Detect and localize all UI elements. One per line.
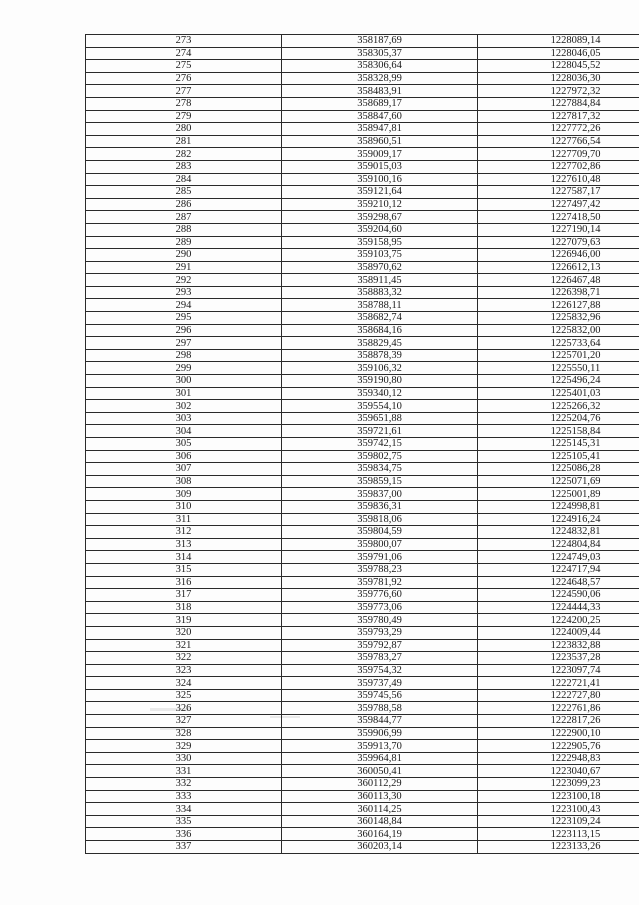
table-row [86, 286, 639, 299]
point-number-cell: 277 [86, 85, 282, 98]
x-coordinate-cell: 359836,31 [282, 500, 478, 513]
x-coordinate-cell: 359793,29 [282, 626, 478, 639]
x-coordinate-cell: 359742,15 [282, 438, 478, 451]
y-coordinate-cell: 1224832,81 [478, 526, 639, 539]
y-coordinate-cell: 1228089,14 [478, 35, 639, 48]
point-number-cell: 283 [86, 160, 282, 173]
y-coordinate-cell: 1225832,96 [478, 312, 639, 325]
point-number-cell: 311 [86, 513, 282, 526]
point-number-cell: 296 [86, 324, 282, 337]
table-row [86, 727, 639, 740]
table-row [86, 387, 639, 400]
point-number-cell: 321 [86, 639, 282, 652]
table-row [86, 765, 639, 778]
x-coordinate-cell: 359745,56 [282, 689, 478, 702]
y-coordinate-cell: 1225832,00 [478, 324, 639, 337]
y-coordinate-cell: 1223832,88 [478, 639, 639, 652]
x-coordinate-cell: 359737,49 [282, 677, 478, 690]
point-number-cell: 324 [86, 677, 282, 690]
point-number-cell: 288 [86, 223, 282, 236]
table-row [86, 450, 639, 463]
x-coordinate-cell: 359859,15 [282, 475, 478, 488]
point-number-cell: 314 [86, 551, 282, 564]
y-coordinate-cell: 1227497,42 [478, 198, 639, 211]
y-coordinate-cell: 1225496,24 [478, 375, 639, 388]
table-row [86, 815, 639, 828]
x-coordinate-cell: 358483,91 [282, 85, 478, 98]
y-coordinate-cell: 1225071,69 [478, 475, 639, 488]
table-row [86, 488, 639, 501]
point-number-cell: 307 [86, 463, 282, 476]
x-coordinate-cell: 358689,17 [282, 97, 478, 110]
y-coordinate-cell: 1222727,80 [478, 689, 639, 702]
y-coordinate-cell: 1225701,20 [478, 349, 639, 362]
table-row [86, 400, 639, 413]
point-number-cell: 323 [86, 664, 282, 677]
table-row [86, 438, 639, 451]
point-number-cell: 337 [86, 841, 282, 854]
y-coordinate-cell: 1224009,44 [478, 626, 639, 639]
point-number-cell: 284 [86, 173, 282, 186]
point-number-cell: 295 [86, 312, 282, 325]
x-coordinate-cell: 359818,06 [282, 513, 478, 526]
point-number-cell: 289 [86, 236, 282, 249]
table-row [86, 715, 639, 728]
x-coordinate-cell: 359651,88 [282, 412, 478, 425]
table-row [86, 589, 639, 602]
x-coordinate-cell: 360164,19 [282, 828, 478, 841]
x-coordinate-cell: 359204,60 [282, 223, 478, 236]
point-number-cell: 306 [86, 450, 282, 463]
y-coordinate-cell: 1225001,89 [478, 488, 639, 501]
y-coordinate-cell: 1222721,41 [478, 677, 639, 690]
x-coordinate-cell: 359210,12 [282, 198, 478, 211]
y-coordinate-cell: 1223097,74 [478, 664, 639, 677]
table-row [86, 337, 639, 350]
table-row [86, 274, 639, 287]
x-coordinate-cell: 359780,49 [282, 614, 478, 627]
point-number-cell: 292 [86, 274, 282, 287]
y-coordinate-cell: 1222817,26 [478, 715, 639, 728]
point-number-cell: 328 [86, 727, 282, 740]
table-row [86, 614, 639, 627]
x-coordinate-cell: 359906,99 [282, 727, 478, 740]
point-number-cell: 309 [86, 488, 282, 501]
y-coordinate-cell: 1224590,06 [478, 589, 639, 602]
point-number-cell: 305 [86, 438, 282, 451]
table-row [86, 740, 639, 753]
table-row [86, 526, 639, 539]
table-row [86, 626, 639, 639]
point-number-cell: 287 [86, 211, 282, 224]
point-number-cell: 300 [86, 375, 282, 388]
x-coordinate-cell: 359783,27 [282, 652, 478, 665]
y-coordinate-cell: 1227079,63 [478, 236, 639, 249]
table-row [86, 160, 639, 173]
x-coordinate-cell: 359158,95 [282, 236, 478, 249]
y-coordinate-cell: 1228045,52 [478, 60, 639, 73]
y-coordinate-cell: 1223113,15 [478, 828, 639, 841]
y-coordinate-cell: 1224648,57 [478, 576, 639, 589]
table-row [86, 362, 639, 375]
point-number-cell: 329 [86, 740, 282, 753]
y-coordinate-cell: 1227817,32 [478, 110, 639, 123]
y-coordinate-cell: 1224200,25 [478, 614, 639, 627]
point-number-cell: 316 [86, 576, 282, 589]
y-coordinate-cell: 1225401,03 [478, 387, 639, 400]
x-coordinate-cell: 359106,32 [282, 362, 478, 375]
table-row [86, 475, 639, 488]
point-number-cell: 279 [86, 110, 282, 123]
table-row [86, 123, 639, 136]
y-coordinate-cell: 1227972,32 [478, 85, 639, 98]
point-number-cell: 282 [86, 148, 282, 161]
table-row [86, 60, 639, 73]
y-coordinate-cell: 1224804,84 [478, 538, 639, 551]
x-coordinate-cell: 358911,45 [282, 274, 478, 287]
y-coordinate-cell: 1225204,76 [478, 412, 639, 425]
point-number-cell: 310 [86, 500, 282, 513]
point-number-cell: 294 [86, 299, 282, 312]
y-coordinate-cell: 1226127,88 [478, 299, 639, 312]
y-coordinate-cell: 1225086,28 [478, 463, 639, 476]
x-coordinate-cell: 359773,06 [282, 601, 478, 614]
y-coordinate-cell: 1226946,00 [478, 249, 639, 262]
table-row [86, 790, 639, 803]
point-number-cell: 299 [86, 362, 282, 375]
y-coordinate-cell: 1227772,26 [478, 123, 639, 136]
point-number-cell: 297 [86, 337, 282, 350]
point-number-cell: 318 [86, 601, 282, 614]
y-coordinate-cell: 1223099,23 [478, 778, 639, 791]
table-row [86, 463, 639, 476]
x-coordinate-cell: 359788,23 [282, 563, 478, 576]
point-number-cell: 275 [86, 60, 282, 73]
y-coordinate-cell: 1223109,24 [478, 815, 639, 828]
table-row [86, 324, 639, 337]
point-number-cell: 312 [86, 526, 282, 539]
x-coordinate-cell: 359804,59 [282, 526, 478, 539]
y-coordinate-cell: 1222900,10 [478, 727, 639, 740]
table-row [86, 425, 639, 438]
point-number-cell: 290 [86, 249, 282, 262]
table-row [86, 601, 639, 614]
coordinates-table [85, 34, 639, 854]
y-coordinate-cell: 1225266,32 [478, 400, 639, 413]
y-coordinate-cell: 1222948,83 [478, 752, 639, 765]
point-number-cell: 303 [86, 412, 282, 425]
point-number-cell: 334 [86, 803, 282, 816]
table-row [86, 110, 639, 123]
x-coordinate-cell: 359837,00 [282, 488, 478, 501]
point-number-cell: 330 [86, 752, 282, 765]
table-row [86, 778, 639, 791]
table-row [86, 538, 639, 551]
point-number-cell: 332 [86, 778, 282, 791]
point-number-cell: 336 [86, 828, 282, 841]
table-row [86, 249, 639, 262]
table-row [86, 72, 639, 85]
x-coordinate-cell: 358883,32 [282, 286, 478, 299]
point-number-cell: 286 [86, 198, 282, 211]
y-coordinate-cell: 1226467,48 [478, 274, 639, 287]
x-coordinate-cell: 360114,25 [282, 803, 478, 816]
x-coordinate-cell: 359776,60 [282, 589, 478, 602]
table-row [86, 639, 639, 652]
x-coordinate-cell: 359800,07 [282, 538, 478, 551]
y-coordinate-cell: 1226398,71 [478, 286, 639, 299]
x-coordinate-cell: 358187,69 [282, 35, 478, 48]
point-number-cell: 319 [86, 614, 282, 627]
table-row [86, 299, 639, 312]
table-row [86, 412, 639, 425]
x-coordinate-cell: 359190,80 [282, 375, 478, 388]
table-row [86, 35, 639, 48]
table-row [86, 261, 639, 274]
point-number-cell: 325 [86, 689, 282, 702]
x-coordinate-cell: 359009,17 [282, 148, 478, 161]
point-number-cell: 304 [86, 425, 282, 438]
y-coordinate-cell: 1227766,54 [478, 135, 639, 148]
table-row [86, 828, 639, 841]
y-coordinate-cell: 1225105,41 [478, 450, 639, 463]
point-number-cell: 274 [86, 47, 282, 60]
table-row [86, 702, 639, 715]
x-coordinate-cell: 358970,62 [282, 261, 478, 274]
point-number-cell: 291 [86, 261, 282, 274]
x-coordinate-cell: 358960,51 [282, 135, 478, 148]
point-number-cell: 293 [86, 286, 282, 299]
y-coordinate-cell: 1227587,17 [478, 186, 639, 199]
x-coordinate-cell: 359802,75 [282, 450, 478, 463]
point-number-cell: 285 [86, 186, 282, 199]
x-coordinate-cell: 358829,45 [282, 337, 478, 350]
point-number-cell: 281 [86, 135, 282, 148]
point-number-cell: 331 [86, 765, 282, 778]
y-coordinate-cell: 1223537,28 [478, 652, 639, 665]
table-row [86, 223, 639, 236]
y-coordinate-cell: 1224717,94 [478, 563, 639, 576]
x-coordinate-cell: 359754,32 [282, 664, 478, 677]
x-coordinate-cell: 358306,64 [282, 60, 478, 73]
x-coordinate-cell: 359781,92 [282, 576, 478, 589]
table-row [86, 148, 639, 161]
x-coordinate-cell: 358947,81 [282, 123, 478, 136]
table-row [86, 576, 639, 589]
x-coordinate-cell: 359340,12 [282, 387, 478, 400]
y-coordinate-cell: 1227709,70 [478, 148, 639, 161]
point-number-cell: 333 [86, 790, 282, 803]
y-coordinate-cell: 1222905,76 [478, 740, 639, 753]
point-number-cell: 326 [86, 702, 282, 715]
point-number-cell: 327 [86, 715, 282, 728]
point-number-cell: 315 [86, 563, 282, 576]
x-coordinate-cell: 360050,41 [282, 765, 478, 778]
table-row [86, 652, 639, 665]
x-coordinate-cell: 360203,14 [282, 841, 478, 854]
point-number-cell: 322 [86, 652, 282, 665]
x-coordinate-cell: 359100,16 [282, 173, 478, 186]
y-coordinate-cell: 1227418,50 [478, 211, 639, 224]
x-coordinate-cell: 359298,67 [282, 211, 478, 224]
x-coordinate-cell: 359015,03 [282, 160, 478, 173]
x-coordinate-cell: 359913,70 [282, 740, 478, 753]
point-number-cell: 298 [86, 349, 282, 362]
point-number-cell: 317 [86, 589, 282, 602]
y-coordinate-cell: 1223040,67 [478, 765, 639, 778]
x-coordinate-cell: 359554,10 [282, 400, 478, 413]
y-coordinate-cell: 1227190,14 [478, 223, 639, 236]
table-row [86, 752, 639, 765]
x-coordinate-cell: 360113,30 [282, 790, 478, 803]
x-coordinate-cell: 358682,74 [282, 312, 478, 325]
table-row [86, 563, 639, 576]
table-row [86, 135, 639, 148]
y-coordinate-cell: 1227610,48 [478, 173, 639, 186]
x-coordinate-cell: 359103,75 [282, 249, 478, 262]
y-coordinate-cell: 1222761,86 [478, 702, 639, 715]
table-row [86, 375, 639, 388]
x-coordinate-cell: 358305,37 [282, 47, 478, 60]
table-row [86, 173, 639, 186]
x-coordinate-cell: 359964,81 [282, 752, 478, 765]
y-coordinate-cell: 1228046,05 [478, 47, 639, 60]
table-row [86, 97, 639, 110]
x-coordinate-cell: 358684,16 [282, 324, 478, 337]
point-number-cell: 273 [86, 35, 282, 48]
table-row [86, 513, 639, 526]
table-row [86, 664, 639, 677]
table-row [86, 198, 639, 211]
y-coordinate-cell: 1225550,11 [478, 362, 639, 375]
x-coordinate-cell: 359788,58 [282, 702, 478, 715]
table-row [86, 236, 639, 249]
y-coordinate-cell: 1224749,03 [478, 551, 639, 564]
x-coordinate-cell: 358328,99 [282, 72, 478, 85]
y-coordinate-cell: 1225733,64 [478, 337, 639, 350]
x-coordinate-cell: 359844,77 [282, 715, 478, 728]
table-row [86, 803, 639, 816]
x-coordinate-cell: 360148,84 [282, 815, 478, 828]
point-number-cell: 301 [86, 387, 282, 400]
y-coordinate-cell: 1223133,26 [478, 841, 639, 854]
x-coordinate-cell: 359121,64 [282, 186, 478, 199]
point-number-cell: 276 [86, 72, 282, 85]
y-coordinate-cell: 1226612,13 [478, 261, 639, 274]
table-row [86, 211, 639, 224]
point-number-cell: 308 [86, 475, 282, 488]
coordinates-table-body [86, 35, 639, 854]
table-row [86, 689, 639, 702]
x-coordinate-cell: 360112,29 [282, 778, 478, 791]
x-coordinate-cell: 359792,87 [282, 639, 478, 652]
table-row [86, 85, 639, 98]
x-coordinate-cell: 358878,39 [282, 349, 478, 362]
y-coordinate-cell: 1224444,33 [478, 601, 639, 614]
x-coordinate-cell: 359834,75 [282, 463, 478, 476]
x-coordinate-cell: 359721,61 [282, 425, 478, 438]
y-coordinate-cell: 1225158,84 [478, 425, 639, 438]
y-coordinate-cell: 1224916,24 [478, 513, 639, 526]
x-coordinate-cell: 359791,06 [282, 551, 478, 564]
table-row [86, 551, 639, 564]
point-number-cell: 313 [86, 538, 282, 551]
point-number-cell: 302 [86, 400, 282, 413]
y-coordinate-cell: 1223100,18 [478, 790, 639, 803]
x-coordinate-cell: 358847,60 [282, 110, 478, 123]
table-row [86, 47, 639, 60]
y-coordinate-cell: 1227702,86 [478, 160, 639, 173]
y-coordinate-cell: 1228036,30 [478, 72, 639, 85]
point-number-cell: 278 [86, 97, 282, 110]
y-coordinate-cell: 1225145,31 [478, 438, 639, 451]
table-row [86, 841, 639, 854]
y-coordinate-cell: 1227884,84 [478, 97, 639, 110]
table-row [86, 349, 639, 362]
point-number-cell: 320 [86, 626, 282, 639]
y-coordinate-cell: 1223100,43 [478, 803, 639, 816]
y-coordinate-cell: 1224998,81 [478, 500, 639, 513]
point-number-cell: 280 [86, 123, 282, 136]
point-number-cell: 335 [86, 815, 282, 828]
table-row [86, 312, 639, 325]
table-row [86, 186, 639, 199]
x-coordinate-cell: 358788,11 [282, 299, 478, 312]
table-row [86, 677, 639, 690]
table-row [86, 500, 639, 513]
